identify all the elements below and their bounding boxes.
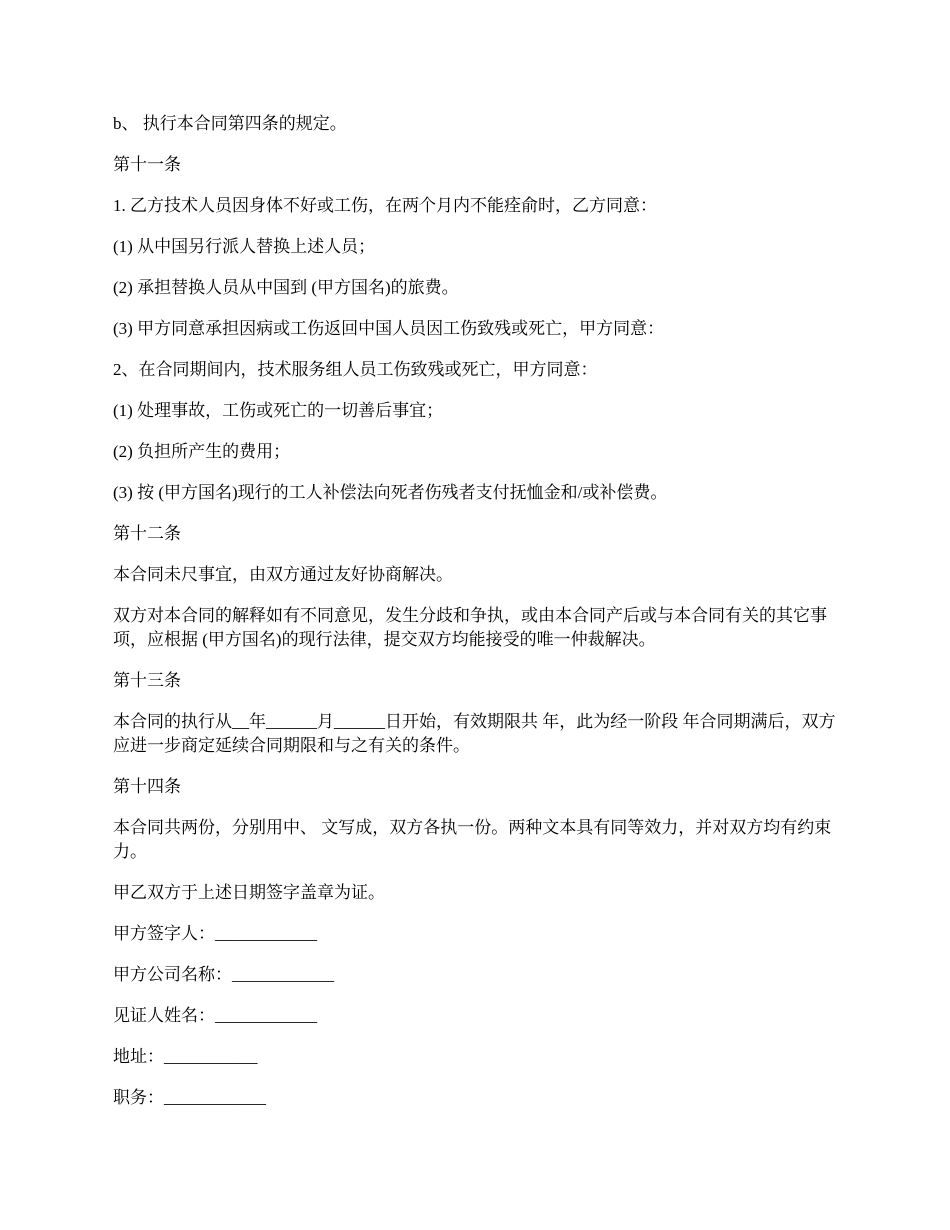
paragraph-11-2: 2、在合同期间内，技术服务组人员工伤致残或死亡，甲方同意： [113, 360, 598, 379]
signing-statement: 甲乙双方于上述日期签字盖章为证。 [113, 883, 385, 902]
article-13-heading: 第十三条 [113, 671, 181, 690]
paragraph-11-1-item-1: (1) 从中国另行派人替换上述人员； [113, 237, 376, 256]
party-a-signatory-line: 甲方签字人：____________ [113, 924, 317, 943]
witness-name-line: 见证人姓名：____________ [113, 1006, 317, 1025]
paragraph-11-1-item-3: (3) 甲方同意承担因病或工伤返回中国人员因工伤致残或死亡，甲方同意： [113, 319, 665, 338]
paragraph-b-clause: b、 执行本合同第四条的规定。 [113, 114, 347, 133]
document-body [113, 112, 843, 1127]
paragraph-11-2-item-2: (2) 负担所产生的费用； [113, 442, 291, 461]
paragraph-11-1: 1. 乙方技术人员因身体不好或工伤，在两个月内不能痊俞时，乙方同意： [113, 196, 657, 215]
paragraph-11-2-item-3: (3) 按 (甲方国名)现行的工人补偿法向死者伤残者支付抚恤金和/或补偿费。 [113, 483, 668, 502]
article-11-heading: 第十一条 [113, 155, 181, 174]
paragraph-13-1: 本合同的执行从__年______月______日开始，有效期限共 年，此为经一阶段 年合同期满后，双方应进一步商定延续合同期限和与之有关的条件。 [113, 712, 836, 755]
position-line: 职务：____________ [113, 1088, 266, 1107]
paragraph-12-2: 双方对本合同的解释如有不同意见，发生分歧和争执，或由本合同产后或与本合同有关的其它事项，应根据 (甲方国名)的现行法律，提交双方均能接受的唯一仲裁解决。 [113, 606, 827, 649]
paragraph-14-1: 本合同共两份，分别用中、 文写成，双方各执一份。两种文本具有同等效力，并对双方均有约束力。 [113, 818, 832, 861]
paragraph-11-1-item-2: (2) 承担替换人员从中国到 (甲方国名)的旅费。 [113, 278, 459, 297]
party-a-company-line: 甲方公司名称：____________ [113, 965, 334, 984]
address-line: 地址：___________ [113, 1047, 258, 1066]
paragraph-12-1: 本合同未尺事宜，由双方通过友好协商解决。 [113, 565, 453, 584]
paragraph-11-2-item-1: (1) 处理事故，工伤或死亡的一切善后事宜； [113, 401, 444, 420]
article-12-heading: 第十二条 [113, 524, 181, 543]
article-14-heading: 第十四条 [113, 777, 181, 796]
